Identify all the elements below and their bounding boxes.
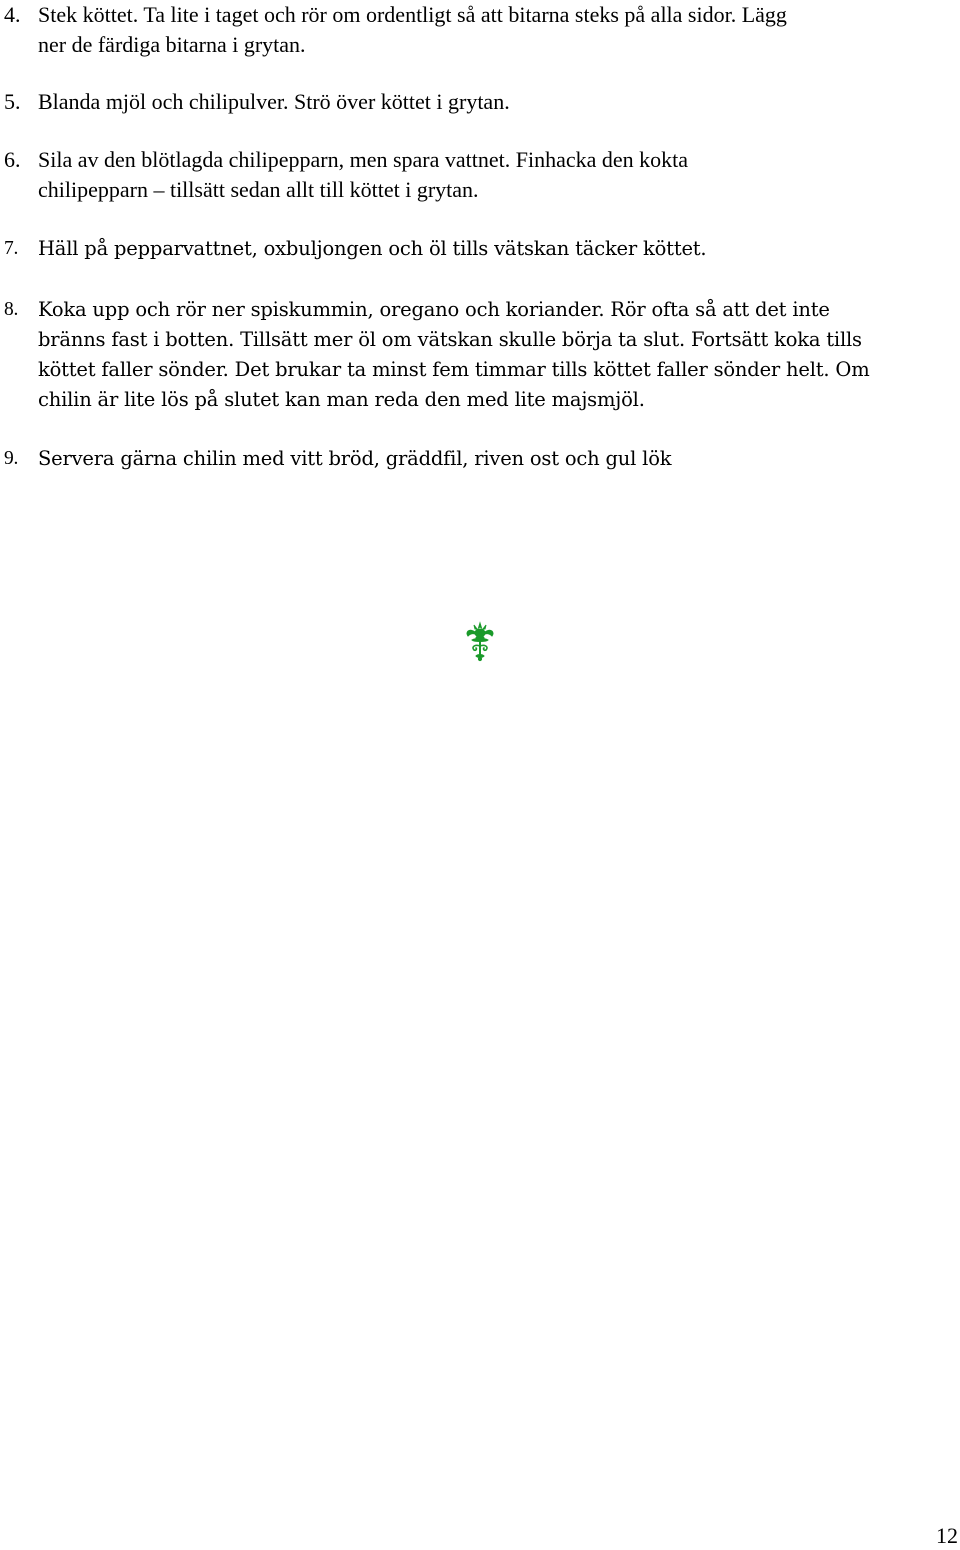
page-number: 12	[936, 1523, 958, 1548]
floral-ornament-icon	[459, 620, 501, 662]
step-line: Koka upp och rör ner spiskummin, oregano och koriander. Rör ofta så att det inte	[38, 298, 830, 321]
step-number: 9.	[4, 448, 19, 469]
step-text	[38, 87, 960, 117]
step-line: Blanda mjöl och chilipulver. Strö över köttet i grytan.	[38, 89, 510, 114]
step-line: ner de färdiga bitarna i grytan.	[38, 32, 306, 57]
step-line: Sila av den blötlagda chilipepparn, men spara vattnet. Finhacka den kokta	[38, 147, 689, 172]
step-number: 7.	[4, 238, 19, 259]
step-number: 4.	[4, 2, 21, 27]
step-number: 8.	[4, 299, 19, 320]
step-line: chilin är lite lös på slutet kan man reda den med lite majsmjöl.	[38, 388, 645, 411]
step-line: Servera gärna chilin med vitt bröd, gräddfil, riven ost och gul lök	[38, 447, 672, 470]
step-line: köttet faller sönder. Det brukar ta minst fem timmar tills köttet faller sönder helt. Om	[38, 358, 870, 381]
step-text	[38, 444, 960, 474]
step-number: 6.	[4, 147, 21, 172]
step-text	[38, 0, 960, 60]
step-line: Häll på pepparvattnet, oxbuljongen och öl tills vätskan täcker köttet.	[38, 237, 707, 260]
step-line: bränns fast i botten. Tillsätt mer öl om vätskan skulle börja ta slut. Fortsätt koka tills	[38, 328, 862, 351]
step-line: Stek köttet. Ta lite i taget och rör om ordentligt så att bitarna steks på alla sidor. Lägg	[38, 2, 787, 27]
step-text	[38, 234, 960, 264]
step-text	[38, 145, 960, 205]
step-line: chilipepparn – tillsätt sedan allt till köttet i grytan.	[38, 177, 479, 202]
step-number: 5.	[4, 89, 21, 114]
step-text	[38, 295, 960, 415]
